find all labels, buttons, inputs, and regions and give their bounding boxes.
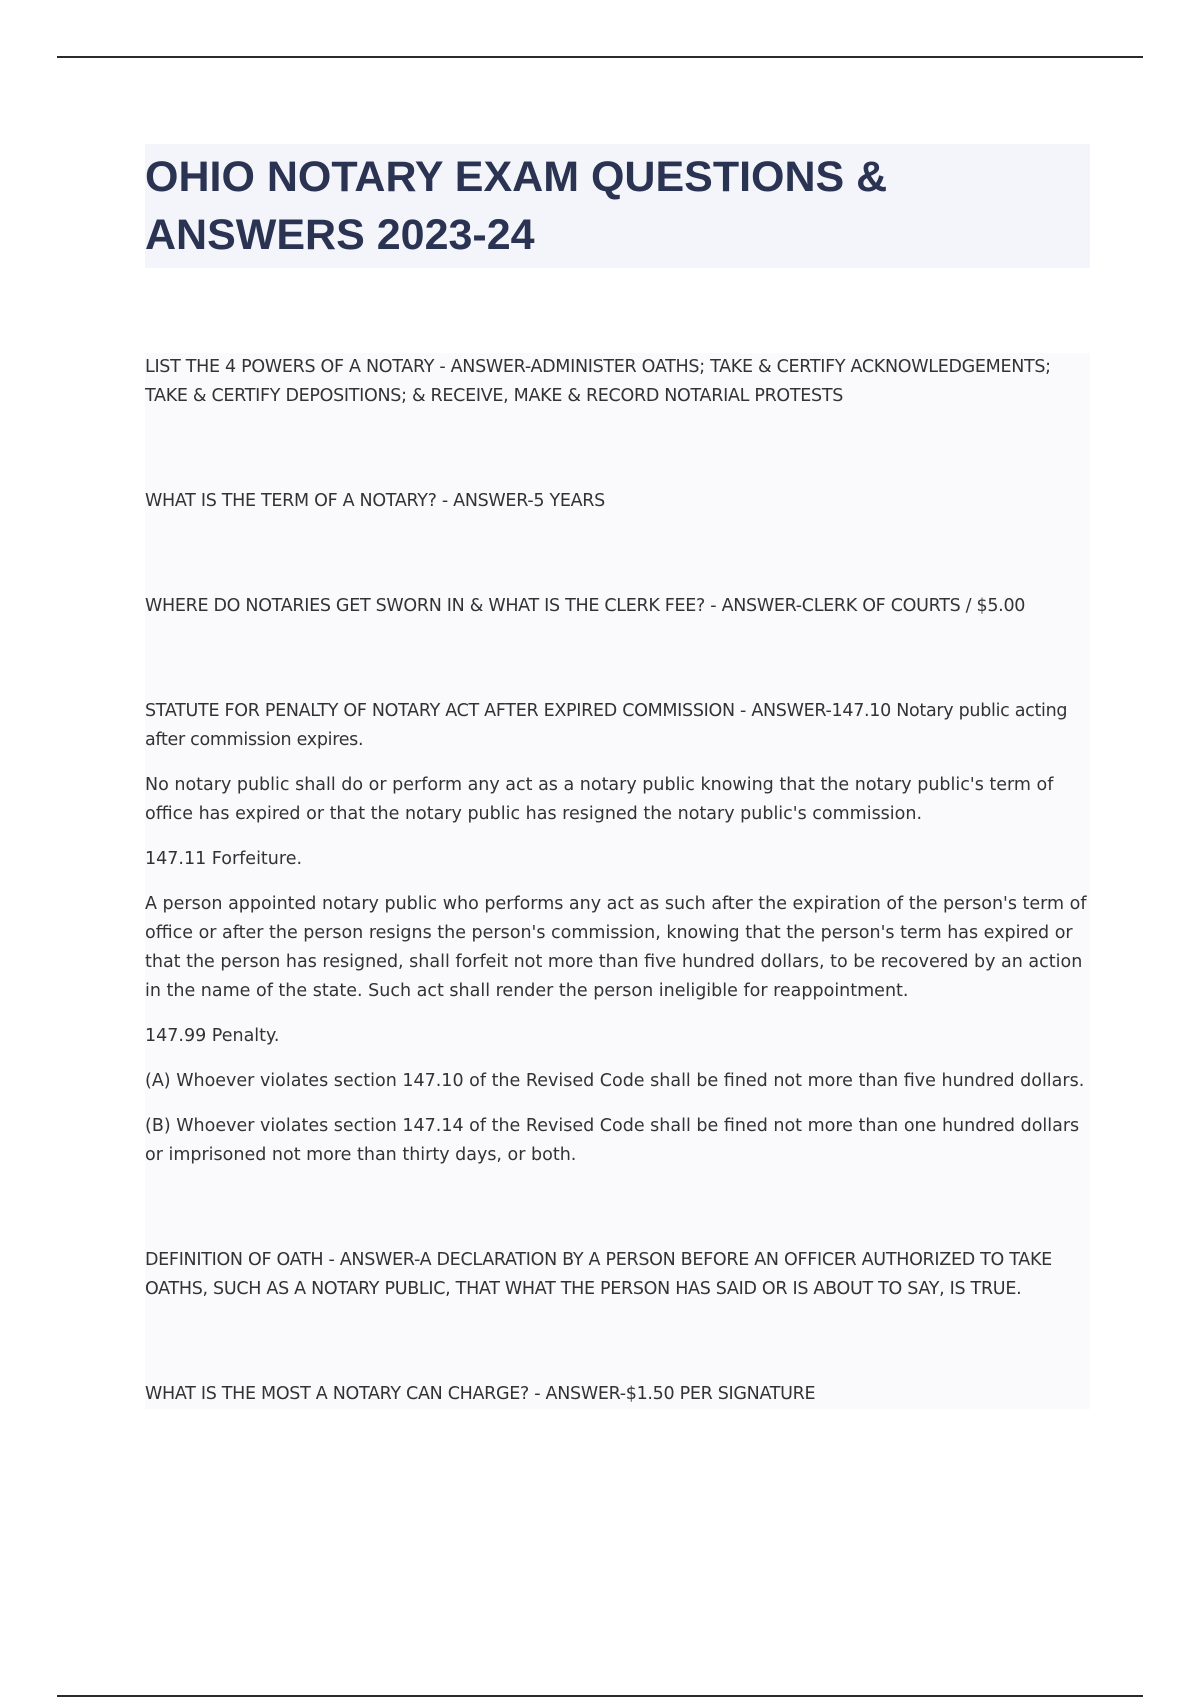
spacer — [145, 637, 1090, 697]
qa-section — [145, 353, 1090, 1409]
qa-item-sworn-in — [145, 592, 1090, 621]
statute-heading: 147.11 Forfeiture. — [145, 849, 303, 869]
statute-paragraph: A person appointed notary public who performs any act as such after the expiration of the person's term of office or after the person resigns the person's commission, knowing that the person's term has expired or that the person has resigned, shall forfeit not more than five hundred dollars, to be recovered by an action in the name of the state. Such act shall render the person ineligible for reappointment. — [145, 894, 1087, 1001]
spacer — [145, 1186, 1090, 1246]
spacer — [145, 1320, 1090, 1380]
qa-item-term — [145, 487, 1090, 516]
bottom-rule — [57, 1695, 1143, 1697]
qa-text: STATUTE FOR PENALTY OF NOTARY ACT AFTER EXPIRED COMMISSION - ANSWER-147.10 Notary public acting after commission expires. — [145, 701, 1068, 750]
qa-text: DEFINITION OF OATH - ANSWER-A DECLARATION BY A PERSON BEFORE AN OFFICER AUTHORIZED TO TAKE OATHS, SUCH AS A NOTARY PUBLIC, THAT WHAT THE PERSON HAS SAID OR IS ABOUT TO SAY, IS TRUE. — [145, 1250, 1052, 1299]
qa-text: WHERE DO NOTARIES GET SWORN IN & WHAT IS THE CLERK FEE? - ANSWER-CLERK OF COURTS / $5.00 — [145, 596, 1026, 616]
statute-paragraph: (B) Whoever violates section 147.14 of the Revised Code shall be fined not more than one hundred dollars or imprisoned not more than thirty days, or both. — [145, 1116, 1080, 1165]
page-title: OHIO NOTARY EXAM QUESTIONS & ANSWERS 2023-24 — [145, 153, 888, 259]
qa-item-powers — [145, 353, 1090, 411]
document-body — [145, 144, 1090, 1425]
statute-paragraph: No notary public shall do or perform any act as a notary public knowing that the notary public's term of office has expired or that the notary public has resigned the notary public's commission. — [145, 775, 1054, 824]
qa-text: WHAT IS THE TERM OF A NOTARY? - ANSWER-5 YEARS — [145, 491, 605, 511]
qa-item-penalty-statute — [145, 697, 1090, 1170]
spacer — [145, 532, 1090, 592]
qa-item-oath-definition — [145, 1246, 1090, 1304]
spacer — [145, 427, 1090, 487]
qa-text: LIST THE 4 POWERS OF A NOTARY - ANSWER-ADMINISTER OATHS; TAKE & CERTIFY ACKNOWLEDGEMENTS; TAKE & CERTIFY DEPOSITIONS; & RECEIVE, MAKE & RECORD NOTARIAL PROTESTS — [145, 357, 1051, 406]
top-rule — [57, 56, 1143, 58]
statute-paragraph: (A) Whoever violates section 147.10 of the Revised Code shall be fined not more than five hundred dollars. — [145, 1071, 1085, 1091]
title-box — [145, 144, 1090, 268]
qa-text: WHAT IS THE MOST A NOTARY CAN CHARGE? - ANSWER-$1.50 PER SIGNATURE — [145, 1384, 816, 1404]
qa-item-max-charge — [145, 1380, 1090, 1409]
statute-heading: 147.99 Penalty. — [145, 1026, 280, 1046]
